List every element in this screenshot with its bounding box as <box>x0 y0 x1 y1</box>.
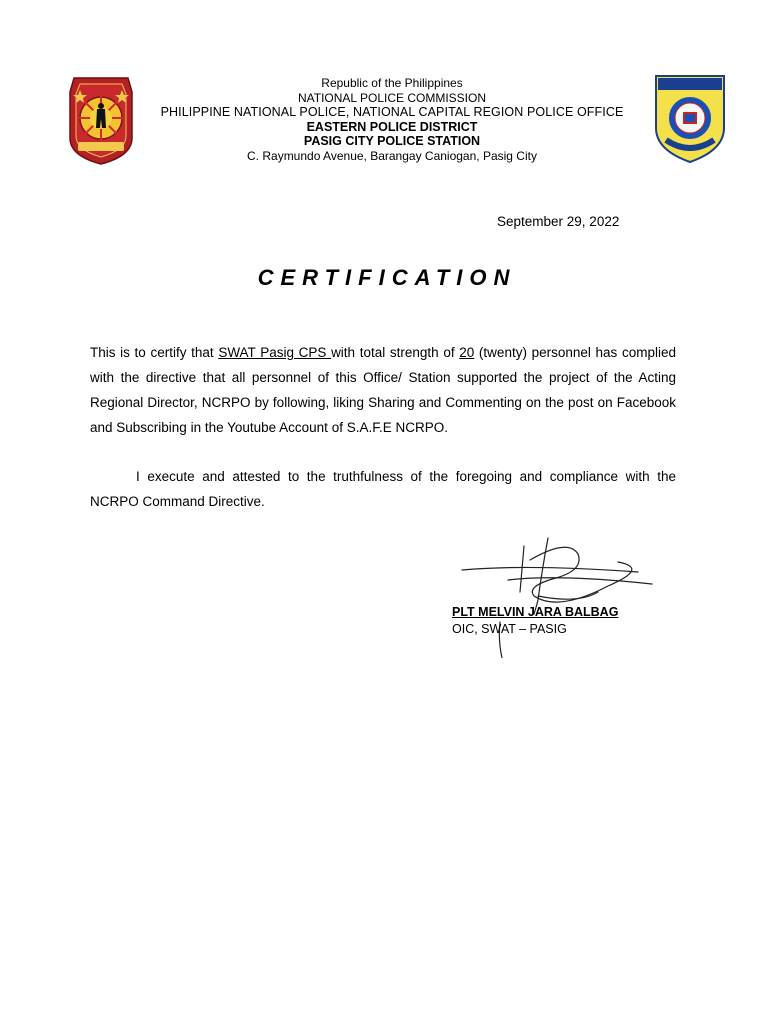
document-title: CERTIFICATION <box>257 265 517 290</box>
header-station: PASIG CITY POLICE STATION <box>303 134 481 148</box>
paragraph-text-strength: with total strength of <box>331 345 460 360</box>
attestation-paragraph: I execute and attested to the truthfulness of the foregoing and compliance with the NCRPO Command Directive. <box>90 469 676 509</box>
personnel-count: 20 <box>459 345 475 360</box>
pasig-elite-badge-icon <box>652 72 728 164</box>
pnp-seal-icon <box>66 72 136 166</box>
paragraph-text-intro: This is to certify that <box>90 345 219 360</box>
header-napolcom: NATIONAL POLICE COMMISSION <box>297 90 487 105</box>
header-pnp-ncrpo: PHILIPPINE NATIONAL POLICE, NATIONAL CAPITAL REGION POLICE OFFICE <box>160 105 624 119</box>
letterhead <box>130 76 654 163</box>
handwritten-signature-icon <box>438 530 662 658</box>
signatory-position: OIC, SWAT – PASIG <box>452 622 567 636</box>
certification-paragraph <box>90 340 676 440</box>
header-district: EASTERN POLICE DISTRICT <box>306 119 478 134</box>
header-address: C. Raymundo Avenue, Barangay Caniogan, Pasig City <box>247 148 537 163</box>
document-date: September 29, 2022 <box>497 214 620 229</box>
paragraph-text-rest: (twenty) personnel has complied with the directive that all personnel of this Office/ Station supported the project of the Acting Regional Director, NCRPO by following, liking Sharing and Commenting on the post on Facebook and Subscribing in the Youtube Account of S.A.F.E NCRPO. <box>90 345 676 435</box>
signature-block <box>438 530 662 658</box>
unit-name: SWAT Pasig CPS <box>218 345 332 360</box>
header-republic: Republic of the Philippines <box>321 76 463 90</box>
signatory-name: PLT MELVIN JARA BALBAG <box>452 605 619 619</box>
